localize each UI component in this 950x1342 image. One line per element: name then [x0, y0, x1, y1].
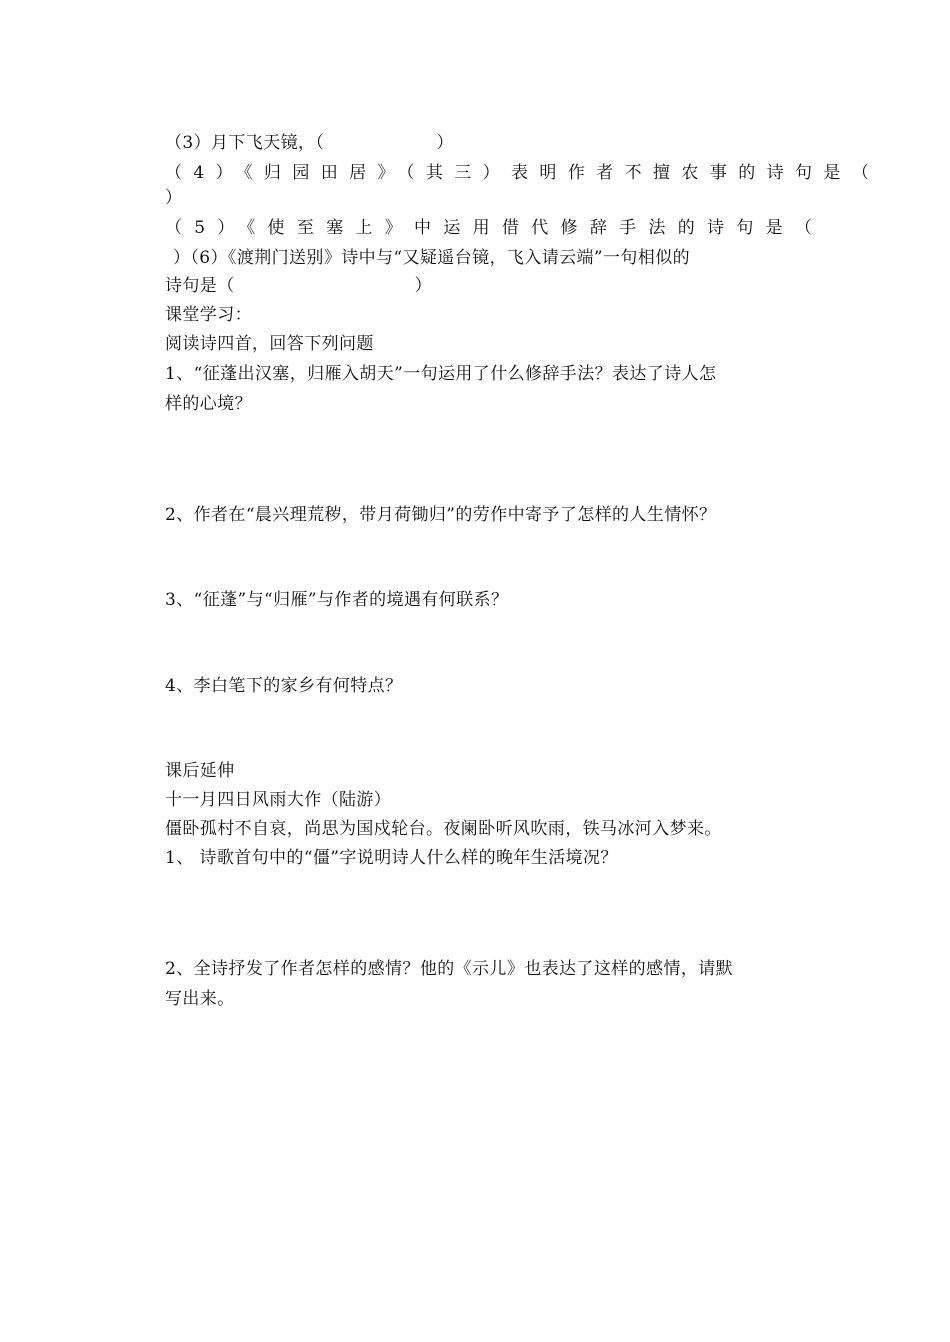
question-4-text: 4、李白笔下的家乡有何特点？: [165, 676, 403, 696]
review-item-3-close: ）: [436, 133, 454, 153]
classroom-heading-text: 课堂学习：: [165, 305, 252, 325]
poem-text-body: 僵卧孤村不自哀，尚思为国戍轮台。夜阑卧听风吹雨，铁马冰河入梦来。: [165, 819, 722, 839]
extension-question-2: [165, 957, 733, 981]
review-item-4-close: ）: [165, 188, 183, 208]
classroom-question-4: [165, 674, 402, 698]
extension-question-1-text: 1、 诗歌首句中的“僵”字说明诗人什么样的晚年生活境况？: [165, 848, 618, 868]
review-item-3-text: （3）月下飞天镜，（: [165, 133, 325, 153]
classroom-question-1-continued: [165, 392, 252, 416]
review-item-6-text-a: ）（6）《渡荆门送别》诗中与“又疑遥台镜，飞入请云端”一句相似的: [173, 248, 690, 268]
review-item-6-close: ）: [414, 276, 433, 296]
review-item-4-text: （4）《归园田居》（其三）表明作者不擅农事的诗句是（: [165, 163, 881, 183]
question-2-text: 2、作者在“晨兴理荒秽，带月荷锄归”的劳作中寄予了怎样的人生情怀？: [165, 505, 717, 525]
review-item-4: [165, 161, 880, 185]
classroom-heading: [165, 303, 252, 327]
review-item-5: [165, 216, 824, 240]
question-1-line-a: 1、“征蓬出汉塞，归雁入胡天”一句运用了什么修辞手法？表达了诗人怎: [165, 364, 717, 384]
poem-text: [165, 817, 722, 841]
review-item-6: [165, 246, 690, 270]
review-item-6-text-b: 诗句是（: [165, 276, 235, 296]
poem-title-text: 十一月四日风雨大作（陆游）: [165, 790, 392, 810]
classroom-question-1: [165, 362, 716, 386]
extension-question-1: [165, 846, 618, 870]
review-item-3: [165, 131, 454, 155]
extension-question-2-line-a: 2、全诗抒发了作者怎样的感情？他的《示儿》也表达了这样的感情，请默: [165, 959, 734, 979]
extension-heading: [165, 759, 235, 783]
question-3-text: 3、“征蓬”与“归雁”与作者的境遇有何联系？: [165, 590, 509, 610]
classroom-question-2: [165, 503, 716, 527]
classroom-intro: [165, 332, 374, 356]
poem-title: [165, 788, 391, 812]
extension-question-2-continued: [165, 987, 235, 1011]
question-1-line-b: 样的心境？: [165, 394, 252, 414]
review-item-6-continued: [165, 274, 432, 298]
extension-heading-text: 课后延伸: [165, 761, 235, 781]
review-item-4-continued: [165, 186, 182, 210]
classroom-question-3: [165, 588, 508, 612]
classroom-intro-text: 阅读诗四首，回答下列问题: [165, 334, 374, 354]
extension-question-2-line-b: 写出来。: [165, 989, 235, 1009]
review-item-5-text: （5）《使至塞上》中运用借代修辞手法的诗句是（: [165, 218, 825, 238]
